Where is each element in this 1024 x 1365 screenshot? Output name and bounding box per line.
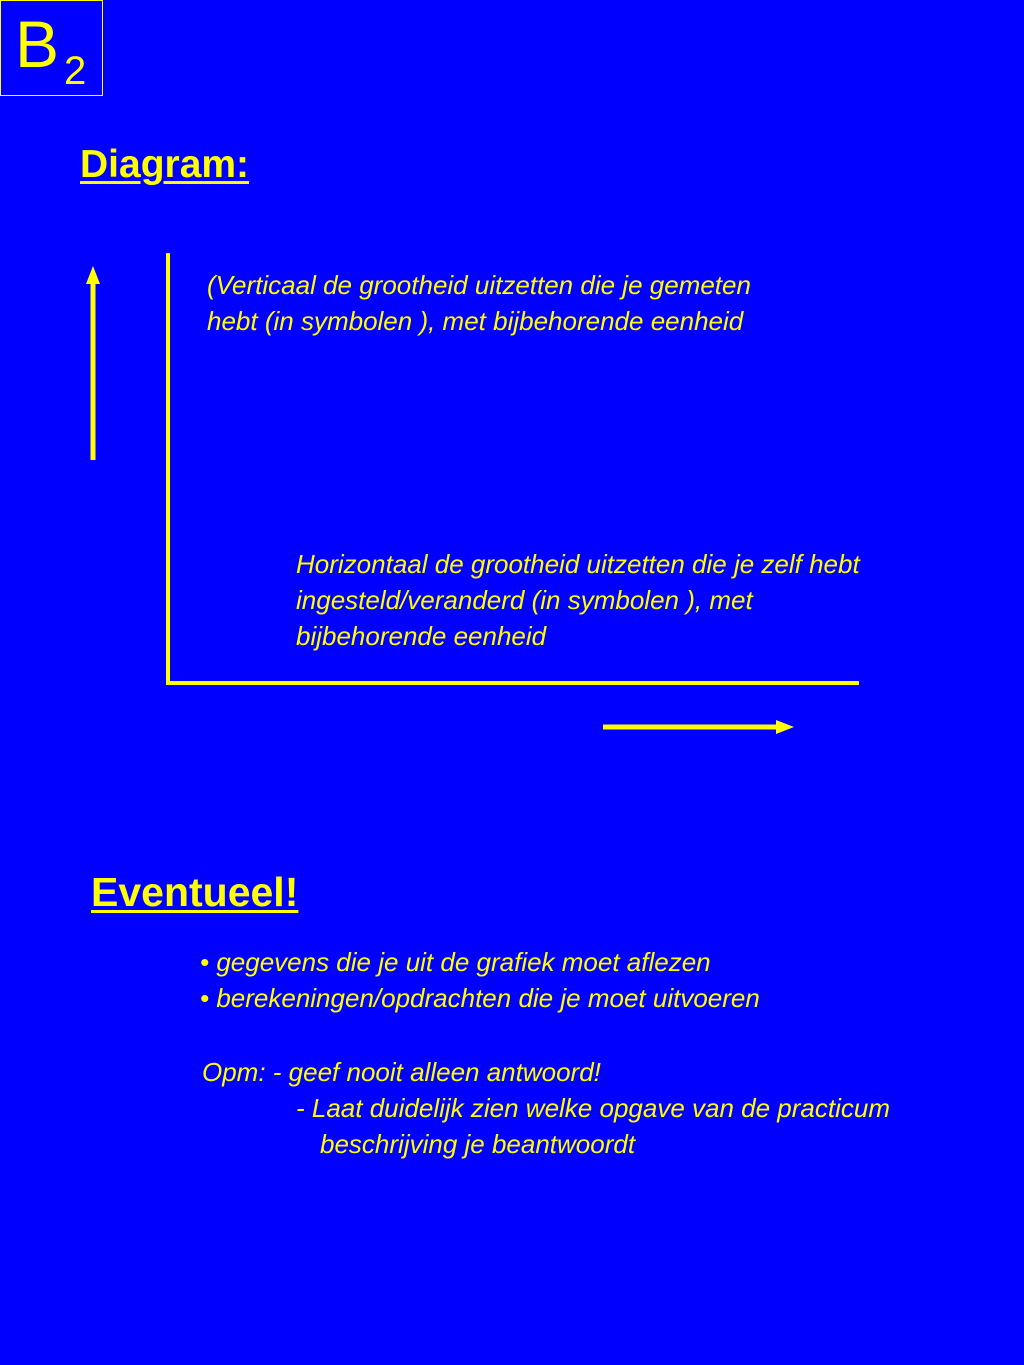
- note-line: Horizontaal de grootheid uitzetten die je zelf hebt: [296, 549, 860, 579]
- list-item: • berekeningen/opdrachten die je moet uitvoeren: [200, 983, 760, 1013]
- right-arrow-icon: [776, 720, 794, 734]
- list-item: • gegevens die je uit de grafiek moet aflezen: [200, 947, 711, 977]
- bullet-list: [200, 944, 760, 1016]
- opm-note: [202, 1054, 890, 1162]
- note-line: (Verticaal de grootheid uitzetten die je gemeten: [207, 270, 751, 300]
- badge-letter: B: [15, 7, 60, 81]
- note-line: bijbehorende eenheid: [296, 621, 547, 651]
- vertical-axis-note: [207, 267, 751, 339]
- horizontal-axis-note: [296, 546, 860, 654]
- note-line: hebt (in symbolen ), met bijbehorende eenheid: [207, 306, 744, 336]
- opm-line: Opm: - geef nooit alleen antwoord!: [202, 1057, 601, 1087]
- badge-subscript: 2: [64, 49, 87, 93]
- opm-line: beschrijving je beantwoordt: [320, 1129, 636, 1159]
- up-arrow-icon: [86, 266, 100, 284]
- opm-line: - Laat duidelijk zien welke opgave van de practicum: [296, 1093, 891, 1123]
- diagram-heading: Diagram:: [80, 143, 250, 186]
- eventueel-heading: Eventueel!: [91, 869, 299, 915]
- note-line: ingesteld/veranderd (in symbolen ), met: [296, 585, 753, 615]
